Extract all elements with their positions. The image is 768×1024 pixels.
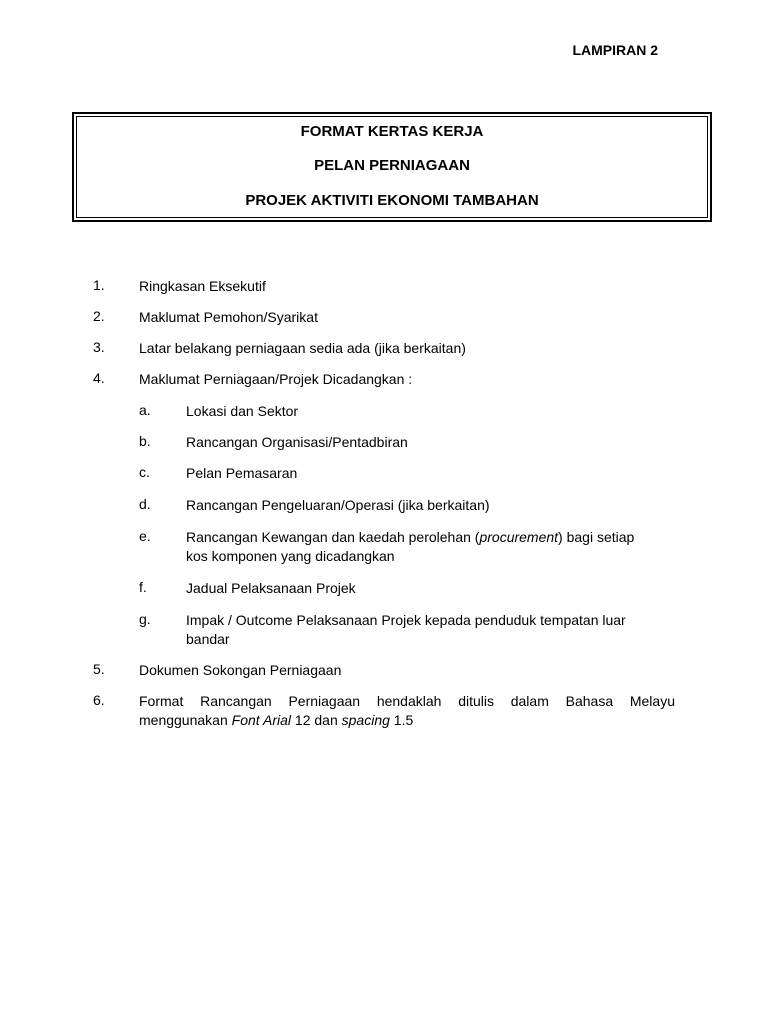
- sub-list-item-text: Pelan Pemasaran: [186, 465, 298, 481]
- sub-list-item-letter: b.: [139, 433, 151, 449]
- italic-term: procurement: [479, 529, 559, 545]
- list-item-text: Dokumen Sokongan Perniagaan: [139, 662, 342, 678]
- list-item-text: Latar belakang perniagaan sedia ada (jika berkaitan): [139, 340, 466, 356]
- title-box-inner: [76, 116, 708, 218]
- sub-list-item-letter: a.: [139, 402, 151, 418]
- list-item-number: 5.: [93, 661, 105, 677]
- italic-term: spacing: [341, 712, 390, 728]
- sub-list-item-text: Rancangan Kewangan dan kaedah perolehan (procurement) bagi setiap kos komponen yang dicadangkan: [186, 529, 635, 564]
- title-line-1: FORMAT KERTAS KERJA: [300, 123, 484, 140]
- appendix-label: LAMPIRAN 2: [572, 42, 658, 58]
- sub-list-item-letter: f.: [139, 579, 147, 595]
- title-box: [72, 112, 712, 222]
- sub-list-item-text: Impak / Outcome Pelaksanaan Projek kepada penduduk tempatan luar bandar: [186, 612, 626, 647]
- sub-list-item-letter: g.: [139, 611, 151, 627]
- list-item-number: 1.: [93, 277, 105, 293]
- list-item-number: 2.: [93, 308, 105, 324]
- sub-list-item-letter: d.: [139, 496, 151, 512]
- list-item-number: 4.: [93, 370, 105, 386]
- sub-list-item-letter: c.: [139, 464, 150, 480]
- sub-list-item-text: Rancangan Pengeluaran/Operasi (jika berkaitan): [186, 497, 490, 513]
- list-item-number: 6.: [93, 692, 105, 708]
- sub-list-item-letter: e.: [139, 528, 151, 544]
- list-item-text: Maklumat Perniagaan/Projek Dicadangkan :: [139, 371, 413, 387]
- sub-list-item-text: Lokasi dan Sektor: [186, 403, 299, 419]
- list-item-number: 3.: [93, 339, 105, 355]
- title-line-3: PROJEK AKTIVITI EKONOMI TAMBAHAN: [245, 192, 539, 209]
- list-item-text: Maklumat Pemohon/Syarikat: [139, 309, 318, 325]
- list-item-text: Format Rancangan Perniagaan hendaklah ditulis dalam Bahasa Melayu menggunakan Font Arial 12 dan spacing 1.5: [139, 693, 675, 728]
- sub-list-item-text: Jadual Pelaksanaan Projek: [186, 580, 356, 596]
- italic-term: Font Arial: [231, 712, 292, 728]
- sub-list-item-text: Rancangan Organisasi/Pentadbiran: [186, 434, 408, 450]
- list-item-text: Ringkasan Eksekutif: [139, 278, 266, 294]
- title-line-2: PELAN PERNIAGAAN: [314, 157, 470, 174]
